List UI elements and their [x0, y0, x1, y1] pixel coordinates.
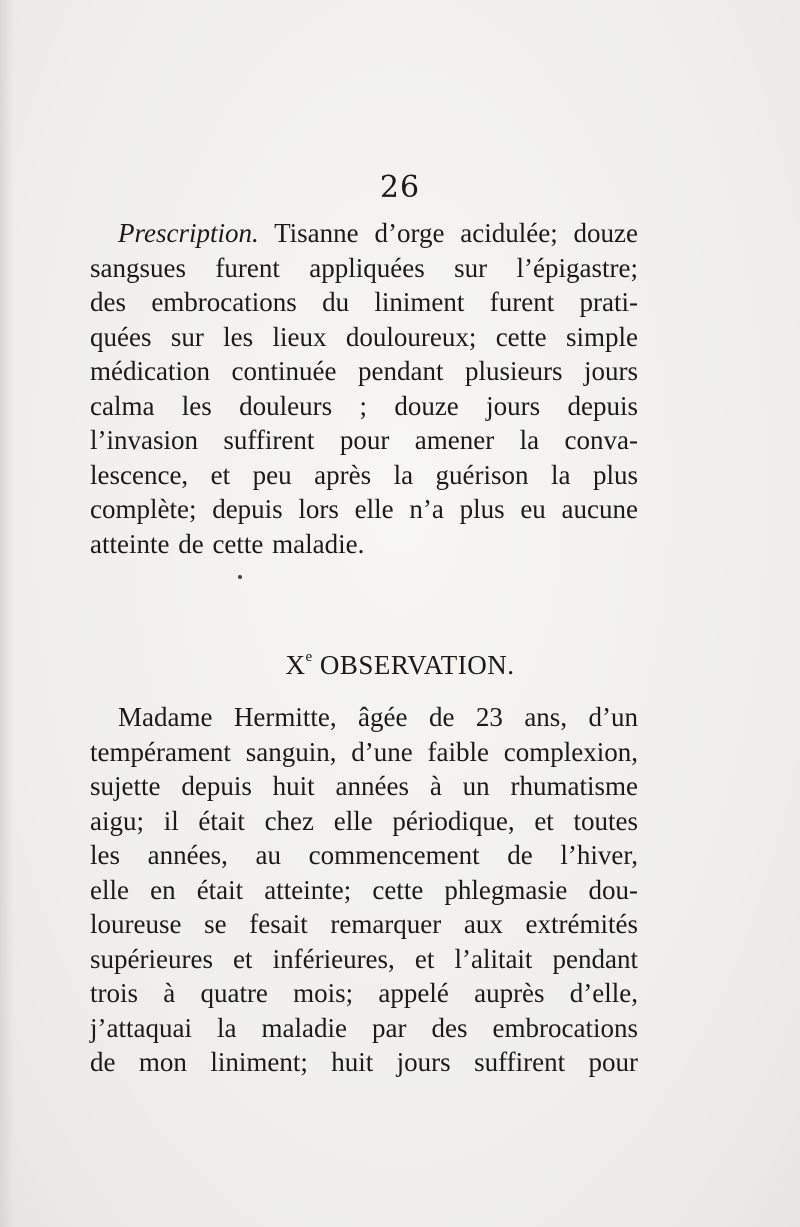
heading-title: OBSERVATION. [319, 650, 515, 680]
paragraph-line [90, 216, 638, 251]
paragraph-line-text: Tisanne d’orge acidulée; douze [274, 218, 639, 248]
section-heading [0, 640, 800, 685]
ink-speck [238, 575, 242, 579]
paragraph-line: supérieures et inférieures, et l’alitait pendant [90, 943, 638, 974]
paragraph-line: trois à quatre mois; appelé auprès d’elle, [90, 978, 638, 1008]
heading-roman-numeral: X [285, 650, 306, 680]
paragraph-line: lescence, et peu après la guérison la plus [90, 459, 638, 490]
paragraph-line: complète; depuis lors elle n’a plus eu aucune [90, 494, 638, 524]
paragraph-line: de mon liniment; huit jours suffirent pour [90, 1047, 638, 1077]
paragraph-line: loureuse se fesait remarquer aux extrémités [90, 909, 638, 939]
prescription-label: Prescription. [118, 218, 259, 248]
paragraph-line: quées sur les lieux douloureux; cette simple [90, 321, 638, 352]
paragraph-line: tempérament sanguin, d’une faible complexion, [90, 736, 638, 767]
paragraph-line: médication continuée pendant plusieurs jours [90, 356, 638, 386]
paragraph-line: sangsues furent appliquées sur l’épigastre; [90, 252, 638, 283]
paragraph-line: les années, au commencement de l’hiver, [90, 840, 638, 870]
paragraph-line: aigu; il était chez elle périodique, et toutes [90, 805, 638, 836]
prescription-paragraph [90, 216, 638, 561]
paragraph-line: des embrocations du liniment furent prati- [90, 287, 638, 317]
page-number: 26 [379, 170, 421, 205]
heading-superscript: e [305, 649, 313, 665]
paragraph-line: Madame Hermitte, âgée de 23 ans, d’un [118, 702, 638, 732]
paragraph-line: atteinte de cette maladie. [90, 528, 365, 559]
observation-paragraph [90, 700, 638, 1080]
paragraph-line: l’invasion suffirent pour amener la conva- [90, 425, 638, 455]
paragraph-line: elle en était atteinte; cette phlegmasie dou- [90, 874, 638, 905]
paragraph-line: sujette depuis huit années à un rhumatisme [90, 771, 638, 801]
paragraph-line: calma les douleurs ; douze jours depuis [90, 390, 638, 421]
paragraph-line: j’attaquai la maladie par des embrocations [90, 1012, 638, 1043]
